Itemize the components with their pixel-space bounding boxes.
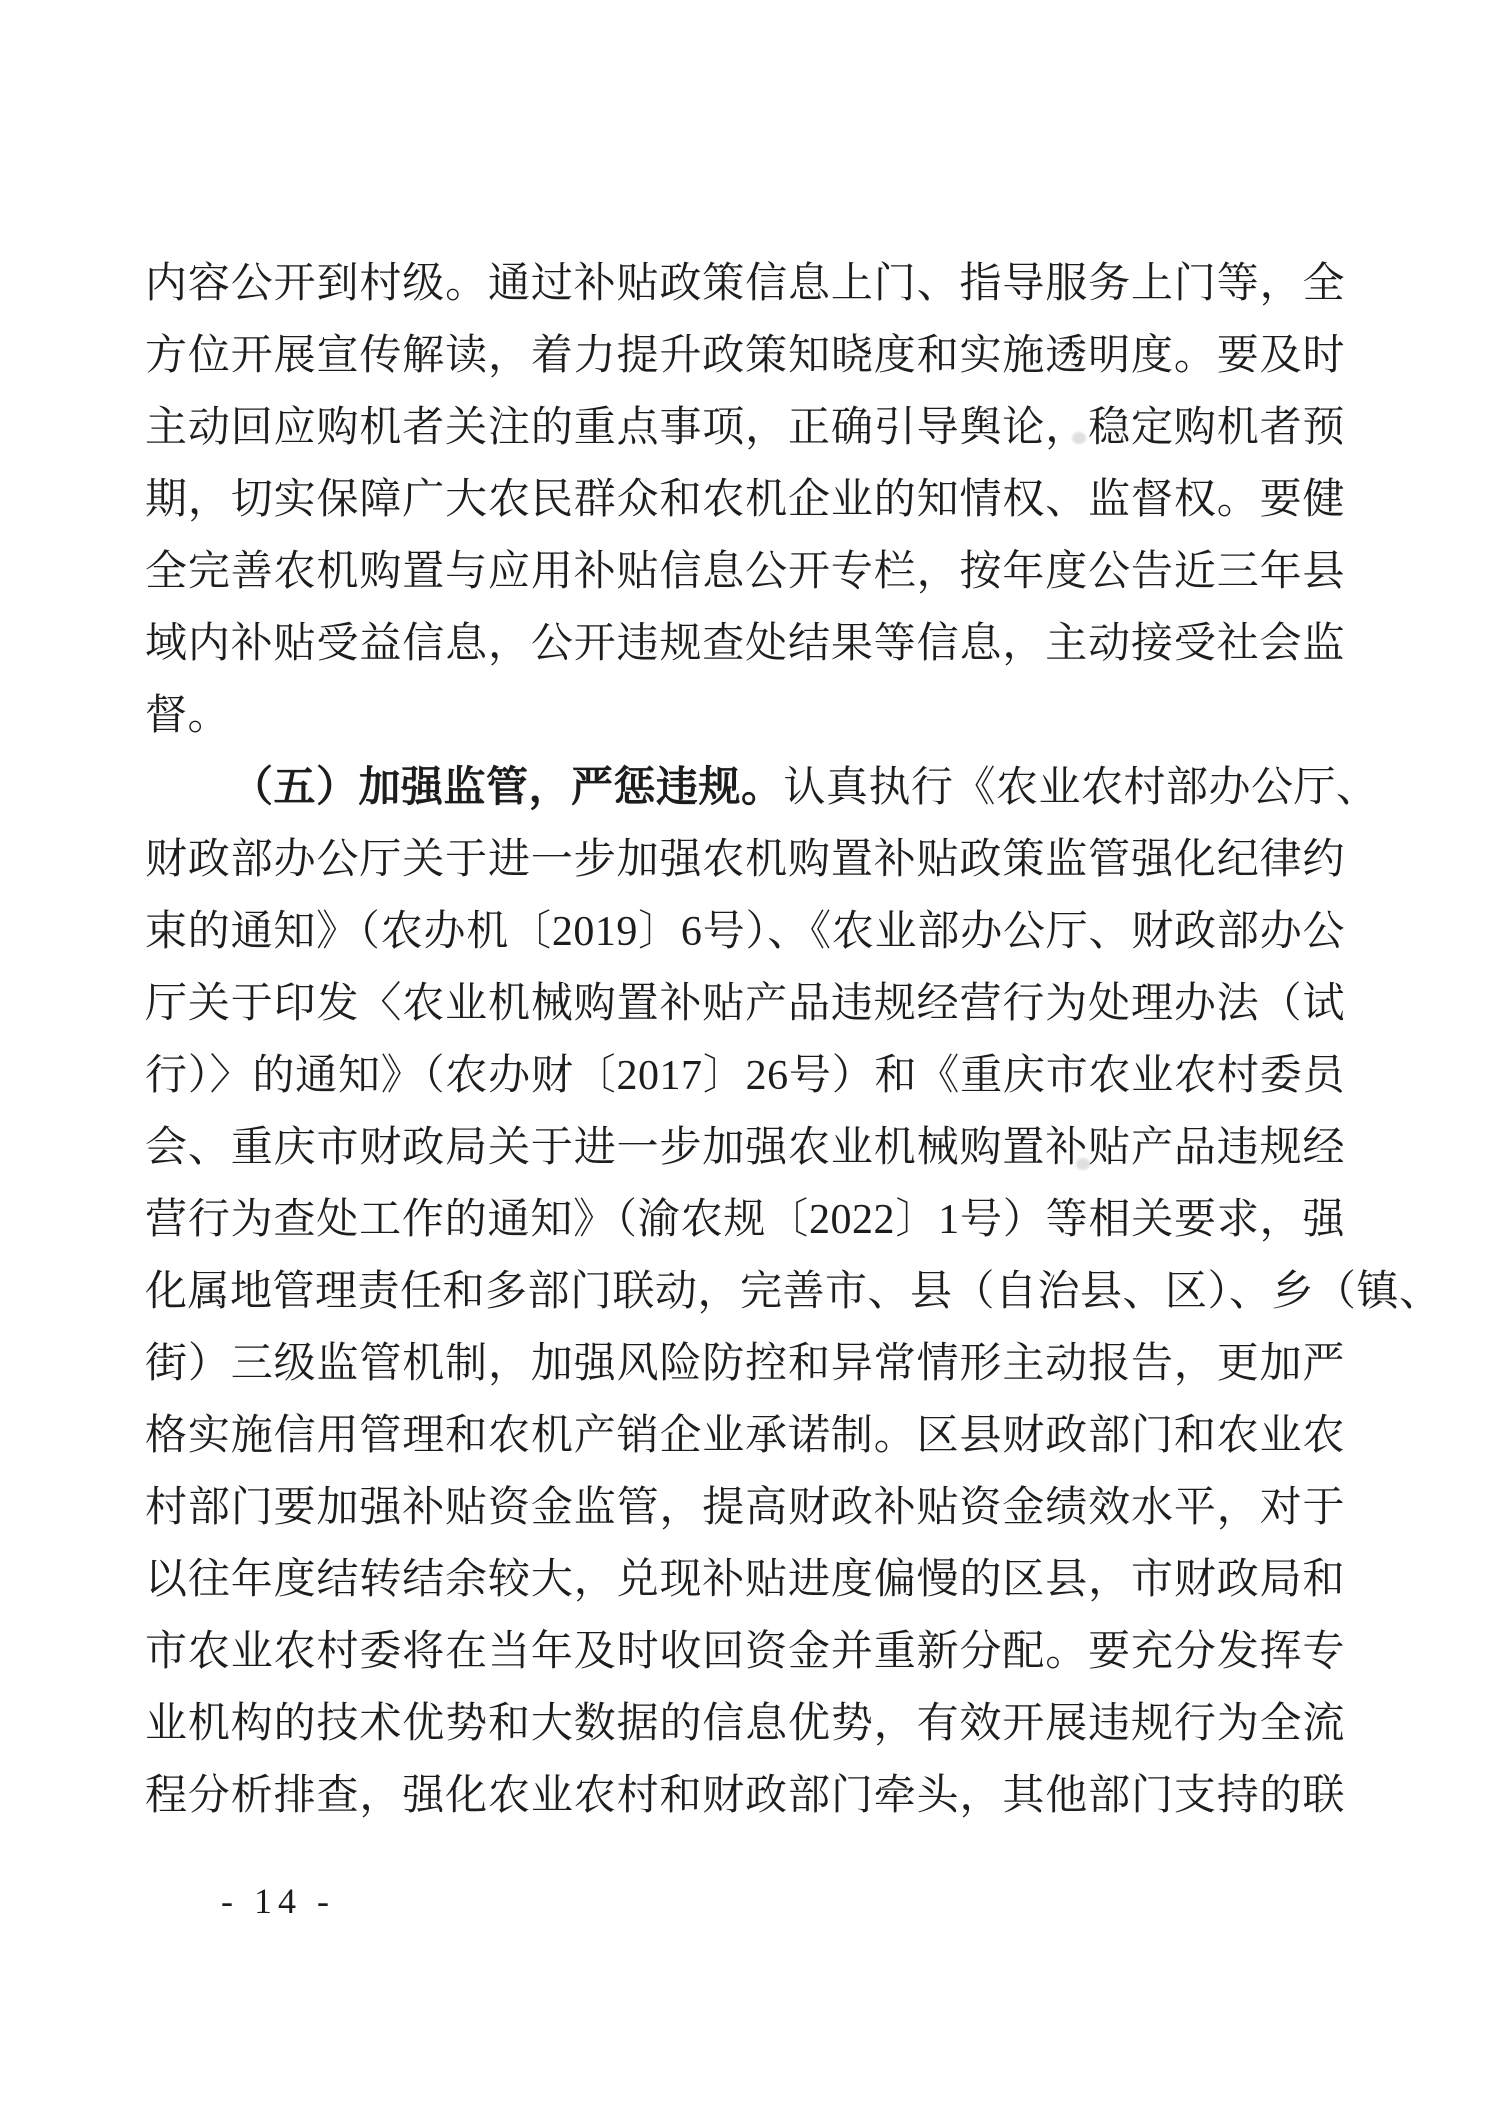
text-line: 村部门要加强补贴资金监管，提高财政补贴资金绩效水平，对于 bbox=[145, 1485, 1345, 1531]
text-line: 营行为查处工作的通知》（渝农规〔2022〕1号）等相关要求，强 bbox=[145, 1197, 1345, 1243]
text-line: 格实施信用管理和农机产销企业承诺制。区县财政部门和农业农 bbox=[145, 1413, 1345, 1459]
text-line: 业机构的技术优势和大数据的信息优势，有效开展违规行为全流 bbox=[145, 1701, 1345, 1747]
text-line: 程分析排查，强化农业农村和财政部门牵头，其他部门支持的联 bbox=[145, 1773, 1345, 1819]
text-line: 全完善农机购置与应用补贴信息公开专栏，按年度公告近三年县 bbox=[145, 549, 1345, 595]
scan-artifact bbox=[1076, 1158, 1090, 1170]
text-line: 化属地管理责任和多部门联动，完善市、县（自治县、区）、乡（镇、 bbox=[145, 1269, 1442, 1315]
text-line: 方位开展宣传解读，着力提升政策知晓度和实施透明度。要及时 bbox=[145, 333, 1345, 379]
text-line: 街）三级监管机制，加强风险防控和异常情形主动报告，更加严 bbox=[145, 1341, 1345, 1387]
text-line: 会、重庆市财政局关于进一步加强农业机械购置补贴产品违规经 bbox=[145, 1125, 1345, 1171]
text-line: （五）加强监管，严惩违规。认真执行《农业农村部办公厅、 bbox=[231, 765, 1379, 811]
text-line: 市农业农村委将在当年及时收回资金并重新分配。要充分发挥专 bbox=[145, 1629, 1345, 1675]
scan-artifact bbox=[1072, 432, 1086, 444]
text-line: 财政部办公厅关于进一步加强农机购置补贴政策监管强化纪律约 bbox=[145, 837, 1345, 883]
text-line: 域内补贴受益信息，公开违规查处结果等信息，主动接受社会监 bbox=[145, 621, 1345, 667]
section-heading-bold: （五）加强监管，严惩违规。 bbox=[231, 765, 784, 811]
page-number: - 14 - bbox=[221, 1881, 335, 1921]
text-line: 以往年度结转结余较大，兑现补贴进度偏慢的区县，市财政局和 bbox=[145, 1557, 1345, 1603]
text-line: 期，切实保障广大农民群众和农机企业的知情权、监督权。要健 bbox=[145, 477, 1345, 523]
text-line: 束的通知》（农办机〔2019〕6号）、《农业部办公厅、财政部办公 bbox=[145, 909, 1345, 955]
text-line: 督。 bbox=[145, 693, 231, 739]
page-body-text bbox=[145, 248, 1442, 1832]
text-line: 厅关于印发〈农业机械购置补贴产品违规经营行为处理办法（试 bbox=[145, 981, 1345, 1027]
text-line: 主动回应购机者关注的重点事项，正确引导舆论，稳定购机者预 bbox=[145, 405, 1345, 451]
text-line: 内容公开到村级。通过补贴政策信息上门、指导服务上门等，全 bbox=[145, 261, 1345, 307]
text-line: 行）〉的通知》（农办财〔2017〕26号）和《重庆市农业农村委员 bbox=[145, 1053, 1345, 1099]
